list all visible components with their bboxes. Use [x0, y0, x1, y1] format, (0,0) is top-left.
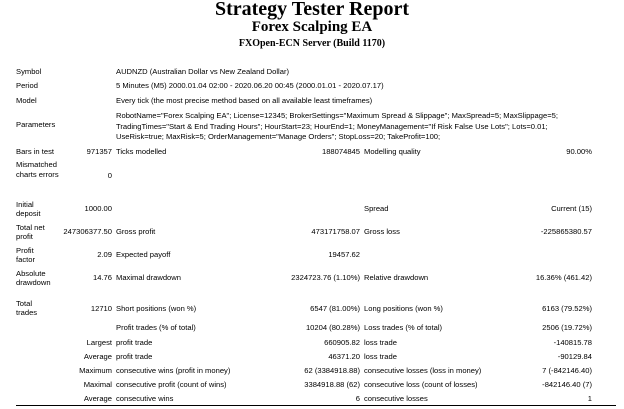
spread-value: Current (15) [551, 204, 592, 213]
average-profit-value: 46371.20 [328, 352, 360, 361]
average-loss-value: -90129.84 [557, 352, 592, 361]
parameters-value: RobotName="Forex Scalping EA"; License=12345; BrokerSettings="Maximum Spread & Slippage"; MaxSpread=5; MaxSlippage=5; TradingTimes="Start & End Trading Hours"; HourStart=23; HourEnd=1; MoneyManagement="If Risk False Use Lots"; Lots=0.01; UseRisk=true; MaxRisk=5; OrderManagement="Manage Orders"; StopLoss=20; TakeProfit=100; [116, 111, 558, 141]
maximum-label: Maximum [79, 366, 112, 375]
symbol-value: AUDNZD (Australian Dollar vs New Zealand Dollar) [116, 67, 290, 76]
ticks-value: 188074845 [321, 147, 360, 156]
report-title: Strategy Tester Report [214, 0, 410, 20]
avg-cons-label: Average [83, 394, 112, 403]
average-profit-label: profit trade [116, 352, 153, 361]
max-cons-wins-label: consecutive wins (profit in money) [116, 366, 231, 375]
maximal-label: Maximal [83, 380, 112, 389]
max-cons-losses-label: consecutive losses (loss in money) [364, 366, 482, 375]
net-profit-label: Total net profit [16, 223, 45, 241]
total-trades-value: 12710 [90, 304, 112, 313]
initial-deposit-value: 1000.00 [84, 204, 112, 213]
max-cons-wins-value: 62 (3384918.88) [304, 366, 360, 375]
loss-trades-value: 2506 (19.72%) [542, 323, 592, 332]
expected-payoff-value: 19457.62 [328, 250, 360, 259]
quality-label: Modelling quality [364, 147, 421, 156]
abs-drawdown-label: Absolute drawdown [16, 269, 51, 287]
maximal-profit-value: 3384918.88 (62) [304, 380, 360, 389]
largest-label: Largest [86, 338, 112, 347]
max-cons-losses-value: 7 (-842146.40) [542, 366, 592, 375]
period-value: 5 Minutes (M5) 2000.01.04 02:00 - 2020.06.20 00:45 (2000.01.01 - 2020.07.17) [116, 81, 384, 90]
maximal-loss-value: -842146.40 (7) [542, 380, 592, 389]
max-drawdown-label: Maximal drawdown [116, 273, 181, 282]
expected-payoff-label: Expected payoff [116, 250, 171, 259]
gross-loss-label: Gross loss [364, 227, 400, 236]
net-profit-value: 247306377.50 [63, 227, 112, 236]
mismatched-label: Mismatched charts errors [16, 160, 59, 179]
largest-profit-value: 660905.82 [324, 338, 360, 347]
gross-profit-label: Gross profit [116, 227, 156, 236]
initial-deposit-label: Initial deposit [16, 200, 41, 218]
expert-name: Forex Scalping EA [251, 19, 373, 35]
gross-profit-value: 473171758.07 [311, 227, 360, 236]
avg-cons-losses-label: consecutive losses [364, 394, 428, 403]
rel-drawdown-label: Relative drawdown [364, 273, 429, 282]
mismatched-value: 0 [107, 171, 112, 180]
long-positions-value: 6163 (79.52%) [542, 304, 592, 313]
maximal-profit-label: consecutive profit (count of wins) [116, 380, 227, 389]
model-value: Every tick (the most precise method based on all available least timeframes) [116, 96, 373, 105]
loss-trades-label: Loss trades (% of total) [364, 323, 443, 332]
model-label: Model [16, 96, 37, 105]
profit-trades-label: Profit trades (% of total) [116, 323, 196, 332]
profit-trades-value: 10204 (80.28%) [305, 323, 360, 332]
avg-cons-wins-label: consecutive wins [116, 394, 174, 403]
profit-factor-value: 2.09 [97, 250, 112, 259]
period-label: Period [16, 81, 38, 90]
maximal-loss-label: consecutive loss (count of losses) [364, 380, 478, 389]
server-name: FXOpen-ECN Server (Build 1170) [238, 38, 386, 49]
profit-factor-label: Profit factor [16, 246, 35, 264]
avg-cons-wins-value: 6 [355, 394, 360, 403]
symbol-label: Symbol [16, 67, 42, 76]
rel-drawdown-value: 16.36% (461.42) [535, 273, 592, 282]
quality-value: 90.00% [566, 147, 592, 156]
total-trades-label: Total trades [16, 299, 38, 317]
gross-loss-value: -225865380.57 [540, 227, 592, 236]
parameters-label: Parameters [16, 120, 56, 129]
spread-label: Spread [364, 204, 389, 213]
max-drawdown-value: 2324723.76 (1.10%) [291, 273, 360, 282]
bars-value: 971357 [86, 147, 112, 156]
average-label: Average [83, 352, 112, 361]
largest-profit-label: profit trade [116, 338, 153, 347]
long-positions-label: Long positions (won %) [364, 304, 443, 313]
average-loss-label: loss trade [364, 352, 397, 361]
largest-loss-label: loss trade [364, 338, 397, 347]
abs-drawdown-value: 14.76 [92, 273, 112, 282]
ticks-label: Ticks modelled [116, 147, 167, 156]
short-positions-label: Short positions (won %) [116, 304, 197, 313]
bottom-divider [16, 405, 616, 406]
short-positions-value: 6547 (81.00%) [310, 304, 360, 313]
largest-loss-value: -140815.78 [553, 338, 592, 347]
bars-label: Bars in test [16, 147, 54, 156]
avg-cons-losses-value: 1 [587, 394, 592, 403]
